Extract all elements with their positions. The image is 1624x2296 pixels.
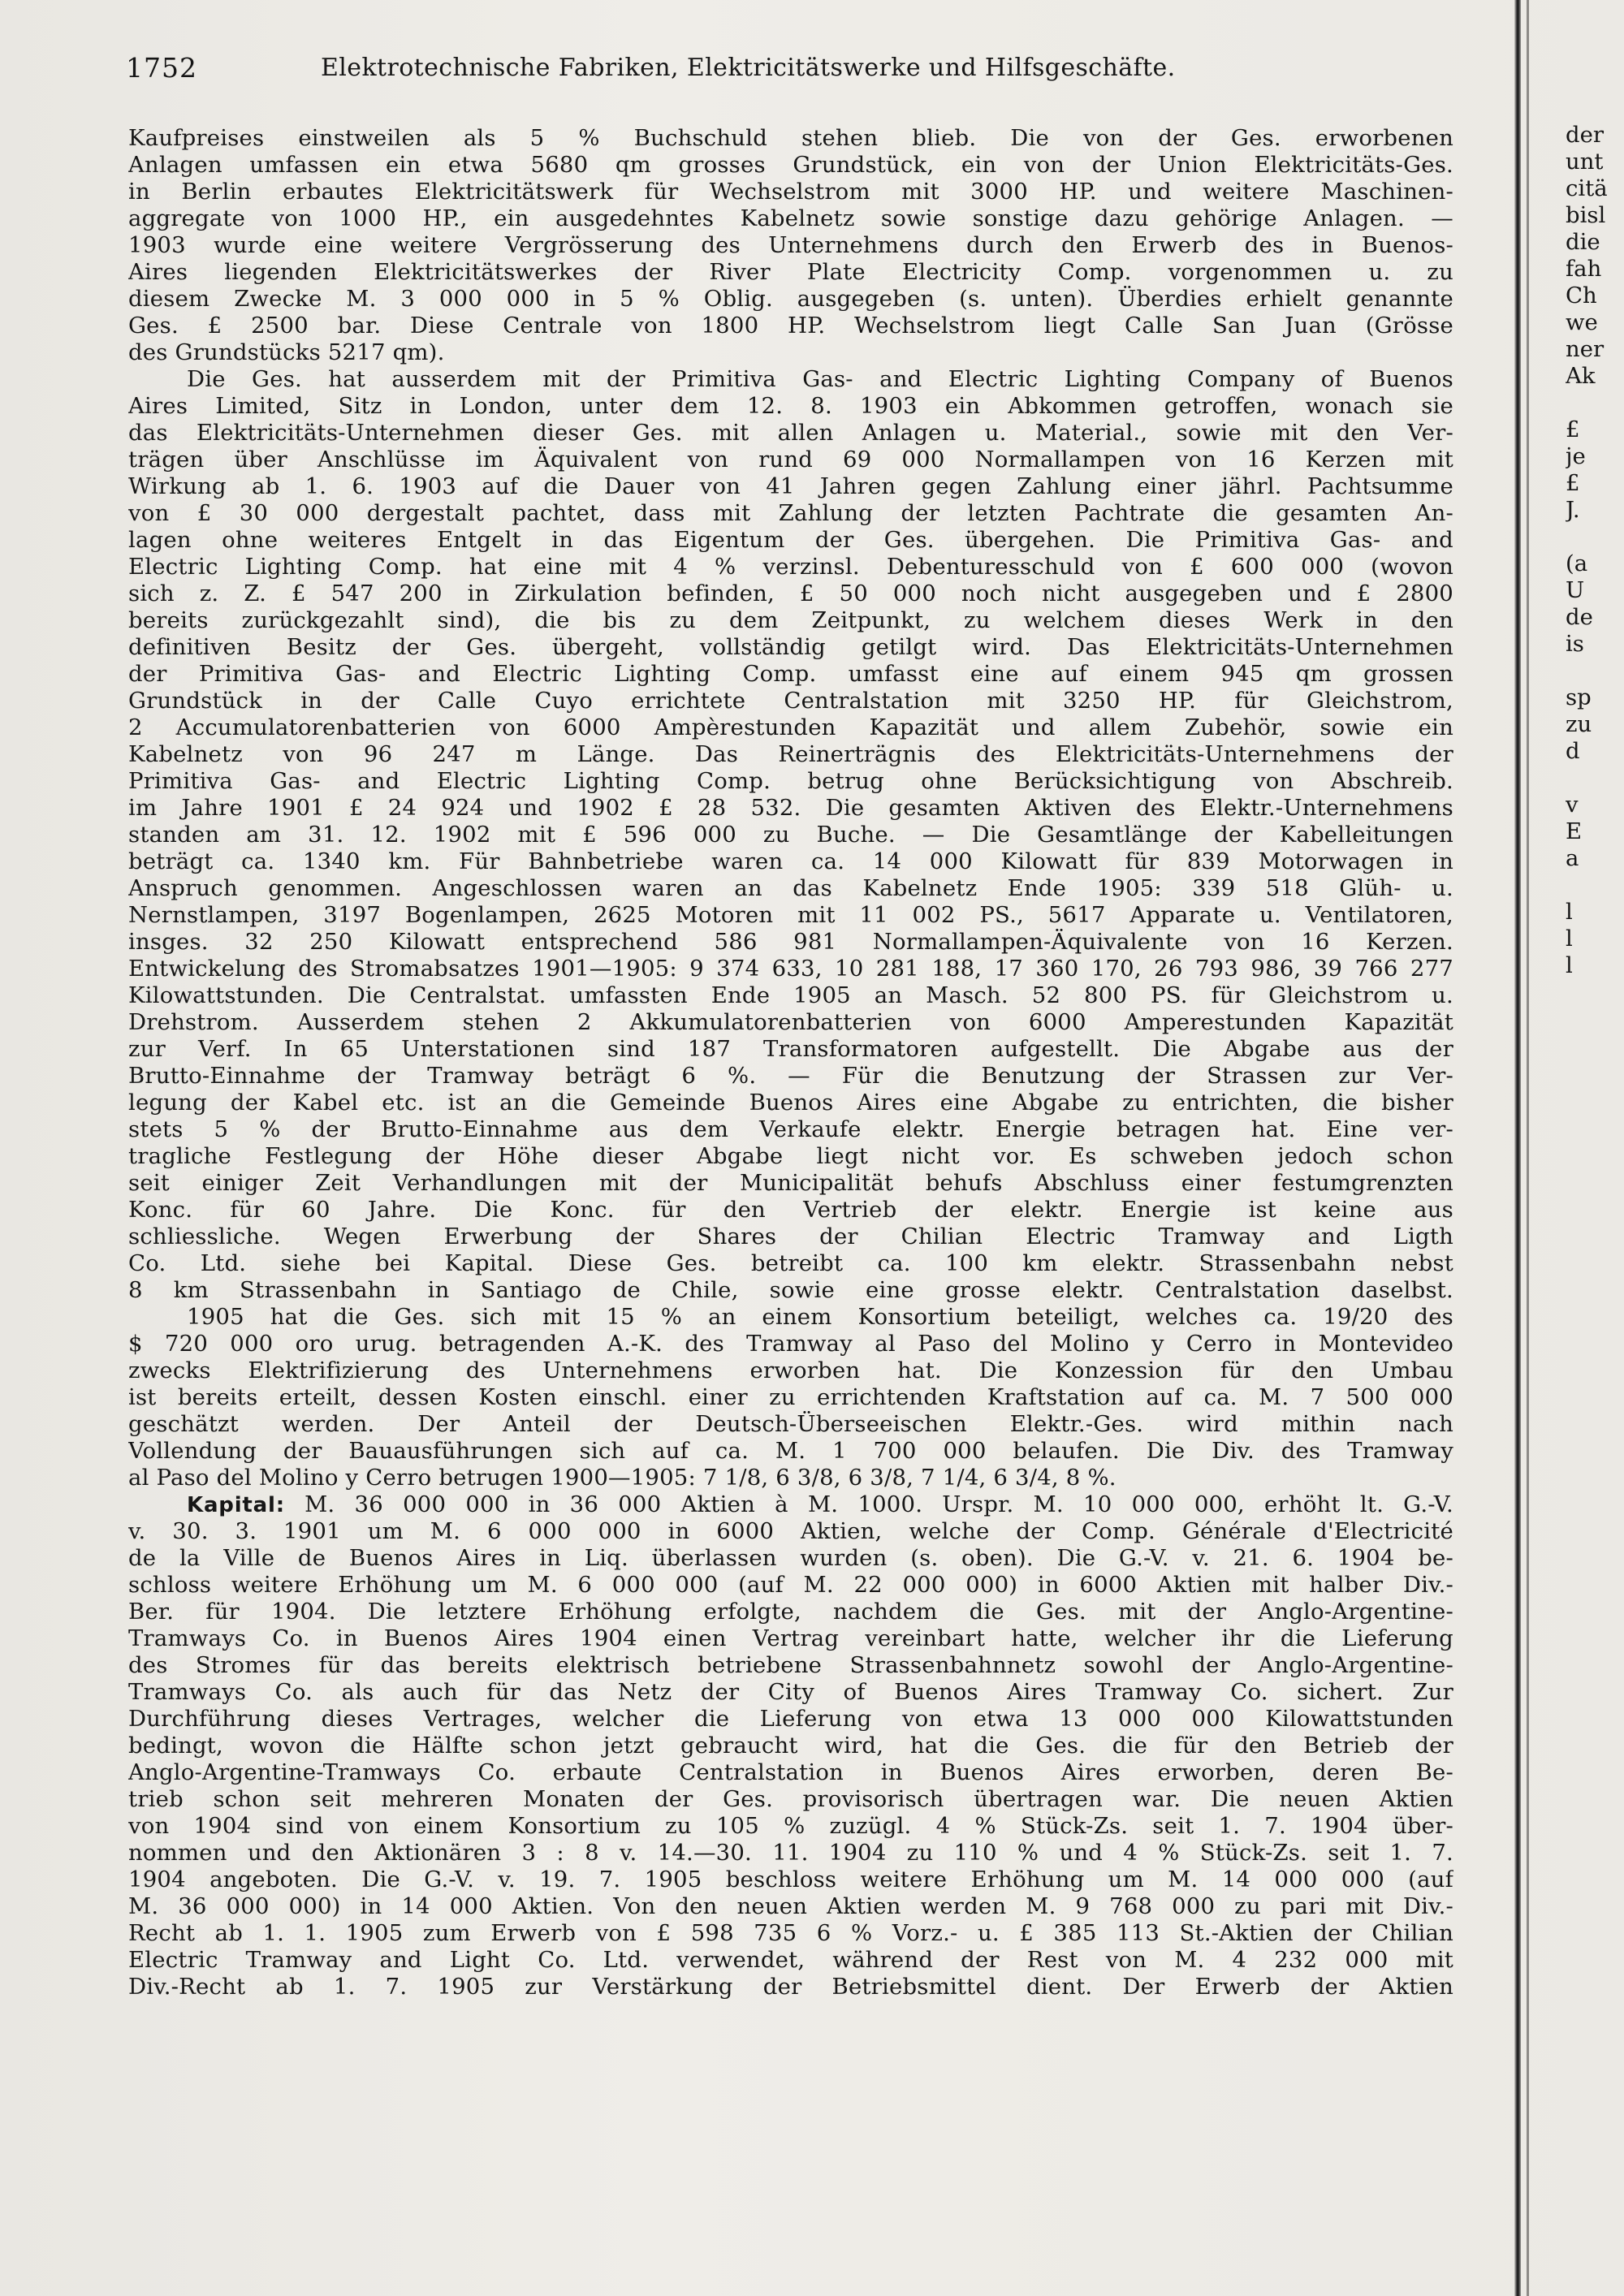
text-line <box>128 1116 1453 1143</box>
text-line-content: diesem Zwecke M. 3 000 000 in 5 % Oblig. ausgegeben (s. unten). Überdies erhielt genannte <box>128 286 1453 312</box>
text-line <box>128 286 1453 313</box>
text-line-content: 8 km Strassenbahn in Santiago de Chile, sowie eine grosse elektr. Centralstation daselbst. <box>128 1277 1453 1303</box>
text-line-content: Kilowattstunden. Die Centralstat. umfassten Ende 1905 an Masch. 52 800 PS. für Gleichstrom u. <box>128 982 1453 1008</box>
margin-fragment <box>1566 658 1614 684</box>
running-title: Elektrotechnische Fabriken, Elektricitätswerke und Hilfsgeschäfte. <box>321 54 1176 82</box>
margin-fragment: fah <box>1566 256 1602 282</box>
text-line-content: Brutto-Einnahme der Tramway beträgt 6 %. — Für die Benutzung der Strassen zur Ver- <box>128 1063 1453 1089</box>
text-line <box>128 875 1453 902</box>
text-line <box>128 1518 1453 1545</box>
text-line-content: Die Ges. hat ausserdem mit der Primitiva Gas- and Electric Lighting Company of Buenos <box>187 366 1453 392</box>
margin-fragment <box>1566 872 1614 899</box>
text-line <box>128 1277 1453 1304</box>
text-line-content: Tramways Co. in Buenos Aires 1904 einen Vertrag vereinbart hatte, welcher ihr die Lieferung <box>128 1625 1453 1651</box>
text-line <box>128 1170 1453 1197</box>
text-line <box>128 902 1453 929</box>
text-line-content: ist bereits erteilt, dessen Kosten einschl. einer zu errichtenden Kraftstation auf ca. M. 7 500 000 <box>128 1384 1453 1410</box>
text-line <box>128 339 1453 366</box>
kapital-heading: Kapital: <box>187 1493 285 1517</box>
text-line <box>128 741 1453 768</box>
margin-fragment: l <box>1566 952 1573 978</box>
text-line-content: insges. 32 250 Kilowatt entsprechend 586 981 Normallampen-Äquivalente von 16 Kerzen. <box>128 929 1453 955</box>
text-line-content: Wirkung ab 1. 6. 1903 auf die Dauer von 41 Jahren gegen Zahlung einer jährl. Pachtsumme <box>128 473 1453 499</box>
text-line-content: Aires Limited, Sitz in London, unter dem 12. 8. 1903 ein Abkommen getroffen, wonach sie <box>128 393 1453 419</box>
text-line-content: Co. Ltd. siehe bei Kapital. Diese Ges. betreibt ca. 100 km elektr. Strassenbahn nebst <box>128 1250 1453 1276</box>
text-line-content: trägen über Anschlüsse im Äquivalent von rund 69 000 Normallampen von 16 Kerzen mit <box>128 447 1453 473</box>
text-line <box>128 714 1453 741</box>
adjacent-page-margin-fragments <box>1566 122 1614 979</box>
text-line <box>128 1840 1453 1867</box>
text-line <box>128 1009 1453 1036</box>
text-line-content: seit einiger Zeit Verhandlungen mit der Municipalität behufs Abschluss einer festumgrenzten <box>128 1170 1453 1196</box>
text-line <box>128 125 1453 152</box>
text-line-content: des Grundstücks 5217 qm). <box>128 339 445 365</box>
text-line <box>128 393 1453 420</box>
text-line-content: stets 5 % der Brutto-Einnahme aus dem Verkaufe elektr. Energie betragen hat. Eine ver- <box>128 1116 1453 1142</box>
margin-fragment: J. <box>1566 497 1580 523</box>
text-line-content: Kabelnetz von 96 247 m Länge. Das Reinerträgnis des Elektricitäts-Unternehmens der <box>128 741 1453 767</box>
text-line-content: Konc. für 60 Jahre. Die Konc. für den Vertrieb der elektr. Energie ist keine aus <box>128 1197 1453 1223</box>
text-line-content: Drehstrom. Ausserdem stehen 2 Akkumulatorenbatterien von 6000 Amperestunden Kapazität <box>128 1009 1453 1035</box>
margin-fragment: citä <box>1566 175 1608 201</box>
text-line <box>128 1545 1453 1572</box>
text-line <box>128 1920 1453 1947</box>
text-line-content: standen am 31. 12. 1902 mit £ 596 000 zu Buche. — Die Gesamtlänge der Kabelleitungen <box>128 822 1453 848</box>
text-line <box>128 1706 1453 1733</box>
margin-fragment: bisl <box>1566 202 1606 228</box>
body-text <box>128 125 1453 2000</box>
text-line-content: geschätzt werden. Der Anteil der Deutsch-Überseeischen Elektr.-Ges. wird mithin nach <box>128 1411 1453 1437</box>
margin-fragment: sp <box>1566 684 1592 710</box>
margin-fragment: £ <box>1566 416 1580 442</box>
text-line-content: Div.-Recht ab 1. 7. 1905 zur Verstärkung der Betriebsmittel dient. Der Erwerb der Aktien <box>128 1974 1453 2000</box>
margin-fragment: l <box>1566 926 1573 952</box>
text-line <box>128 1572 1453 1599</box>
text-line-content: al Paso del Molino y Cerro betrugen 1900—1905: 7 1/8, 6 3/8, 6 3/8, 7 1/4, 6 3/4, 8 %. <box>128 1465 1116 1491</box>
text-line-content: Nernstlampen, 3197 Bogenlampen, 2625 Motoren mit 11 002 PS., 5617 Apparate u. Ventilatoren, <box>128 902 1453 928</box>
text-line <box>128 1625 1453 1652</box>
text-line-content: Anspruch genommen. Angeschlossen waren an das Kabelnetz Ende 1905: 339 518 Glüh- u. <box>128 875 1453 901</box>
text-line <box>128 1786 1453 1813</box>
margin-fragment: E <box>1566 818 1583 844</box>
margin-fragment: die <box>1566 229 1600 255</box>
text-line-content: bereits zurückgezahlt sind), die bis zu dem Zeitpunkt, zu welchem dieses Werk in den <box>128 607 1453 633</box>
text-line-content: im Jahre 1901 £ 24 924 und 1902 £ 28 532. Die gesamten Aktiven des Elektr.-Unternehmens <box>128 795 1453 821</box>
text-line-content: zwecks Elektrifizierung des Unternehmens erworben hat. Die Konzession für den Umbau <box>128 1357 1453 1383</box>
text-line <box>128 1813 1453 1840</box>
text-line <box>128 259 1453 286</box>
text-line <box>128 473 1453 500</box>
margin-fragment: ner <box>1566 336 1605 362</box>
text-line-content: Entwickelung des Stromabsatzes 1901—1905: 9 374 633, 10 281 188, 17 360 170, 26 793 986, 39 766 277 <box>128 956 1453 982</box>
margin-fragment: d <box>1566 738 1580 764</box>
text-line-content: M. 36 000 000 in 36 000 Aktien à M. 1000. Urspr. M. 10 000 000, erhöht lt. G.-V. <box>304 1491 1453 1517</box>
text-line <box>128 1893 1453 1920</box>
text-line-content: definitiven Besitz der Ges. übergeht, vollständig getilgt wird. Das Elektricitäts-Unternehmen <box>128 634 1453 660</box>
text-line <box>128 1759 1453 1786</box>
margin-fragment: £ <box>1566 470 1580 496</box>
text-line <box>128 447 1453 473</box>
text-line-content: Recht ab 1. 1. 1905 zum Erwerb von £ 598 735 6 % Vorz.- u. £ 385 113 St.-Aktien der Chilian <box>128 1920 1453 1946</box>
text-line <box>128 500 1453 527</box>
text-line <box>128 661 1453 688</box>
text-line-content: Anlagen umfassen ein etwa 5680 qm grosses Grundstück, ein von der Union Elektricitäts-Ges. <box>128 152 1453 178</box>
text-line <box>128 554 1453 580</box>
text-line <box>128 1867 1453 1893</box>
margin-fragment: der <box>1566 122 1605 148</box>
text-line-content: lagen ohne weiteres Entgelt in das Eigentum der Ges. übergehen. Die Primitiva Gas- and <box>128 527 1453 553</box>
text-line <box>128 1652 1453 1679</box>
margin-fragment <box>1566 390 1614 416</box>
text-line <box>128 1090 1453 1116</box>
text-line <box>128 1304 1453 1331</box>
text-line <box>128 956 1453 982</box>
text-line-content: beträgt ca. 1340 km. Für Bahnbetriebe waren ca. 14 000 Kilowatt für 839 Motorwagen in <box>128 848 1453 874</box>
margin-fragment: is <box>1566 631 1584 657</box>
text-line <box>128 420 1453 447</box>
text-line <box>128 1197 1453 1224</box>
text-line <box>128 1036 1453 1063</box>
margin-fragment: de <box>1566 604 1593 630</box>
text-line <box>128 313 1453 339</box>
text-line <box>128 795 1453 822</box>
text-line <box>128 1599 1453 1625</box>
margin-fragment: v <box>1566 792 1579 818</box>
text-line <box>128 688 1453 714</box>
text-line-content: sich z. Z. £ 547 200 in Zirkulation befinden, £ 50 000 noch nicht ausgegeben und £ 2800 <box>128 580 1453 606</box>
text-line-content: Ges. £ 2500 bar. Diese Centrale von 1800 HP. Wechselstrom liegt Calle San Juan (Grösse <box>128 313 1453 339</box>
margin-fragment: je <box>1566 443 1586 469</box>
text-line-content: des Stromes für das bereits elektrisch betriebene Strassenbahnnetz sowohl der Anglo-Argentine- <box>128 1652 1453 1678</box>
text-line-content: nommen und den Aktionären 3 : 8 v. 14.—30. 11. 1904 zu 110 % und 4 % Stück-Zs. seit 1. 7. <box>128 1840 1453 1866</box>
text-line <box>128 1974 1453 2000</box>
text-line <box>128 1438 1453 1465</box>
text-line-content: legung der Kabel etc. ist an die Gemeinde Buenos Aires eine Abgabe zu entrichten, die bisher <box>128 1090 1453 1116</box>
text-line <box>128 179 1453 205</box>
text-line-content: Primitiva Gas- and Electric Lighting Comp. betrug ohne Berücksichtigung von Abschreib. <box>128 768 1453 794</box>
text-line <box>128 982 1453 1009</box>
margin-fragment: we <box>1566 309 1598 335</box>
text-line <box>128 1679 1453 1706</box>
text-line <box>128 1063 1453 1090</box>
margin-fragment: (a <box>1566 550 1588 576</box>
text-line <box>128 822 1453 848</box>
text-line-content: 1903 wurde eine weitere Vergrösserung des Unternehmens durch den Erwerb des in Buenos- <box>128 232 1453 258</box>
text-line <box>128 527 1453 554</box>
text-line-content: Electric Lighting Comp. hat eine mit 4 % verzinsl. Debenturesschuld von £ 600 000 (wovon <box>128 554 1453 580</box>
text-line <box>128 205 1453 232</box>
text-line-content: der Primitiva Gas- and Electric Lighting Comp. umfasst eine auf einem 945 qm grossen <box>128 661 1453 687</box>
text-line-content: Grundstück in der Calle Cuyo errichtete Centralstation mit 3250 HP. für Gleichstrom, <box>128 688 1453 714</box>
text-line <box>128 634 1453 661</box>
text-line <box>128 607 1453 634</box>
text-line <box>128 1143 1453 1170</box>
margin-fragment: U <box>1566 577 1585 603</box>
margin-fragment: l <box>1566 899 1573 925</box>
margin-fragment: Ak <box>1566 363 1596 389</box>
text-line-content: aggregate von 1000 HP., ein ausgedehntes Kabelnetz sowie sonstige dazu gehörige Anlagen. — <box>128 205 1453 231</box>
text-line <box>128 152 1453 179</box>
text-line-content: 1904 angeboten. Die G.-V. v. 19. 7. 1905 beschloss weitere Erhöhung um M. 14 000 000 (auf <box>128 1867 1453 1892</box>
page-number: 1752 <box>126 52 197 84</box>
text-line <box>128 768 1453 795</box>
text-line <box>128 1491 1453 1518</box>
text-line-content: schliessliche. Wegen Erwerbung der Shares der Chilian Electric Tramway and Ligth <box>128 1224 1453 1249</box>
text-line-content: Vollendung der Bauausführungen sich auf ca. M. 1 700 000 belaufen. Die Div. des Tramway <box>128 1438 1453 1464</box>
text-line <box>128 1733 1453 1759</box>
text-line <box>128 1250 1453 1277</box>
margin-fragment <box>1566 524 1614 550</box>
text-line <box>128 580 1453 607</box>
text-line-content: 2 Accumulatorenbatterien von 6000 Ampèrestunden Kapazität und allem Zubehör, sowie ein <box>128 714 1453 740</box>
text-line <box>128 1331 1453 1357</box>
text-line-content: schloss weitere Erhöhung um M. 6 000 000 (auf M. 22 000 000) in 6000 Aktien mit halber Div.- <box>128 1572 1453 1598</box>
text-line-content: von 1904 sind von einem Konsortium zu 105 % zuzügl. 4 % Stück-Zs. seit 1. 7. 1904 über- <box>128 1813 1453 1839</box>
text-line-content: das Elektricitäts-Unternehmen dieser Ges. mit allen Anlagen u. Material., sowie mit den Ver- <box>128 420 1453 446</box>
text-line-content: in Berlin erbautes Elektricitätswerk für Wechselstrom mit 3000 HP. und weitere Maschinen- <box>128 179 1453 205</box>
text-line-content: M. 36 000 000) in 14 000 Aktien. Von den neuen Aktien werden M. 9 768 000 zu pari mit Div.- <box>128 1893 1453 1919</box>
text-line-content: v. 30. 3. 1901 um M. 6 000 000 in 6000 Aktien, welche der Comp. Générale d'Electricité <box>128 1518 1453 1544</box>
text-line <box>128 1384 1453 1411</box>
margin-fragment: zu <box>1566 711 1592 737</box>
text-line-content: Durchführung dieses Vertrages, welcher die Lieferung von etwa 13 000 000 Kilowattstunden <box>128 1706 1453 1732</box>
text-line-content: Tramways Co. als auch für das Netz der City of Buenos Aires Tramway Co. sichert. Zur <box>128 1679 1453 1705</box>
page-header <box>126 52 1295 93</box>
text-line <box>128 848 1453 875</box>
text-line <box>128 1411 1453 1438</box>
text-line-content: Anglo-Argentine-Tramways Co. erbaute Centralstation in Buenos Aires erworben, deren Be- <box>128 1759 1453 1785</box>
text-line <box>128 232 1453 259</box>
margin-fragment: unt <box>1566 149 1604 175</box>
text-line <box>128 1465 1453 1491</box>
text-line <box>128 929 1453 956</box>
text-line-content: Ber. für 1904. Die letztere Erhöhung erfolgte, nachdem die Ges. mit der Anglo-Argentine- <box>128 1599 1453 1625</box>
margin-fragment: a <box>1566 845 1579 871</box>
margin-fragment <box>1566 765 1614 792</box>
text-line-content: Aires liegenden Elektricitätswerkes der River Plate Electricity Comp. vorgenommen u. zu <box>128 259 1453 285</box>
text-line-content: tragliche Festlegung der Höhe dieser Abgabe liegt nicht vor. Es schweben jedoch schon <box>128 1143 1453 1169</box>
text-line-content: zur Verf. In 65 Unterstationen sind 187 Transformatoren aufgestellt. Die Abgabe aus der <box>128 1036 1453 1062</box>
text-line-content: von £ 30 000 dergestalt pachtet, dass mit Zahlung der letzten Pachtrate die gesamten An- <box>128 500 1453 526</box>
page-gutter-shadow <box>1514 0 1521 2296</box>
text-line-content: $ 720 000 oro urug. betragenden A.-K. des Tramway al Paso del Molino y Cerro in Montevideo <box>128 1331 1453 1357</box>
page-gutter-line <box>1527 0 1529 2296</box>
margin-fragment: Ch <box>1566 283 1597 309</box>
text-line-content: bedingt, wovon die Hälfte schon jetzt gebraucht wird, hat die Ges. die für den Betrieb der <box>128 1733 1453 1759</box>
text-line <box>128 1357 1453 1384</box>
text-line <box>128 366 1453 393</box>
text-line-content: 1905 hat die Ges. sich mit 15 % an einem Konsortium beteiligt, welches ca. 19/20 des <box>187 1304 1453 1330</box>
text-line <box>128 1947 1453 1974</box>
text-line-content: de la Ville de Buenos Aires in Liq. überlassen wurden (s. oben). Die G.-V. v. 21. 6. 1904 be- <box>128 1545 1453 1571</box>
text-line-content: Kaufpreises einstweilen als 5 % Buchschuld stehen blieb. Die von der Ges. erworbenen <box>128 125 1453 151</box>
text-line-content: Electric Tramway and Light Co. Ltd. verwendet, während der Rest von M. 4 232 000 mit <box>128 1947 1453 1973</box>
text-line <box>128 1224 1453 1250</box>
text-line-content: trieb schon seit mehreren Monaten der Ges. provisorisch übertragen war. Die neuen Aktien <box>128 1786 1453 1812</box>
